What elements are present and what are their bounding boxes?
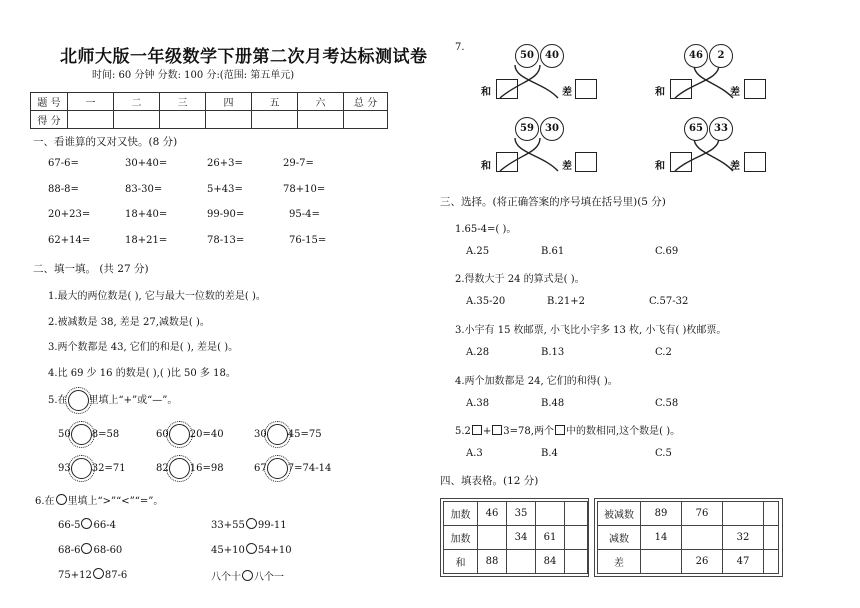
choice-option[interactable]: C.5 xyxy=(655,448,672,459)
choice-question: 1.65-4=( )。 xyxy=(455,224,517,235)
q5-left: 82 xyxy=(156,463,169,474)
table-row xyxy=(598,502,779,526)
flower-blank-icon[interactable] xyxy=(267,458,288,479)
score-entry-cell[interactable] xyxy=(68,111,114,129)
q5c-prefix: 5.2 xyxy=(455,426,471,437)
q6-right: 八个一 xyxy=(254,572,284,583)
q6-right: 87-6 xyxy=(104,570,128,581)
flower-blank-icon[interactable] xyxy=(169,424,190,445)
square-blank-icon xyxy=(555,425,565,435)
q5c-suffix: 中的数相同,这个数是( )。 xyxy=(565,426,681,437)
diff-answer-box[interactable] xyxy=(744,152,766,172)
q5-left: 67 xyxy=(254,463,267,474)
table-cell[interactable]: 88 xyxy=(478,550,507,574)
calc-item: 88-8= xyxy=(48,184,79,195)
table-cell: 减数 xyxy=(598,526,641,550)
page-title: 北师大版一年级数学下册第二次月考达标测试卷 xyxy=(60,47,428,67)
table-cell[interactable] xyxy=(565,502,588,526)
flower-blank-icon[interactable] xyxy=(71,458,92,479)
table-cell[interactable]: 14 xyxy=(641,526,682,550)
table-cell[interactable]: 61 xyxy=(536,526,565,550)
q6-right: 66-4 xyxy=(93,520,116,531)
score-header-cell: 二 xyxy=(114,93,160,111)
table-cell: 差 xyxy=(598,550,641,574)
choice-option[interactable]: A.38 xyxy=(466,398,490,409)
sum-label: 和 xyxy=(655,161,665,172)
circle-blank-icon[interactable] xyxy=(246,518,257,529)
score-entry-cell[interactable] xyxy=(252,111,298,129)
table-cell[interactable]: 26 xyxy=(682,550,723,574)
calc-item: 30+40= xyxy=(125,158,168,169)
section4-heading: 四、填表格。(12 分) xyxy=(440,475,539,487)
q5c-plus: + xyxy=(482,426,492,437)
score-entry-row xyxy=(31,111,388,129)
calc-item: 26+3= xyxy=(207,158,243,169)
calc-item: 99-90= xyxy=(207,209,245,220)
score-entry-cell[interactable] xyxy=(206,111,252,129)
circle-blank-icon[interactable] xyxy=(93,568,104,579)
choice-option[interactable]: C.69 xyxy=(655,246,679,257)
q6-left: 75+12 xyxy=(58,570,92,581)
calc-item: 78-13= xyxy=(207,235,245,246)
q5-right: 8=58 xyxy=(91,429,120,440)
choice-option[interactable]: A.3 xyxy=(466,448,483,459)
q5-item xyxy=(156,424,224,445)
q5-left: 60 xyxy=(156,429,169,440)
table-cell[interactable]: 84 xyxy=(536,550,565,574)
balloon-number: 40 xyxy=(540,44,564,68)
q5-suffix: 里填上“+”或“—”。 xyxy=(88,395,178,406)
table-cell[interactable]: 76 xyxy=(682,502,723,526)
balloon-number: 30 xyxy=(540,117,564,141)
flower-blank-icon[interactable] xyxy=(267,424,288,445)
q5c-mid: 3=78,两个 xyxy=(503,426,554,437)
choice-option[interactable]: A.35-20 xyxy=(466,296,506,307)
score-table xyxy=(30,92,388,129)
q5-left: 50 xyxy=(58,429,71,440)
question-7-label: 7. xyxy=(455,42,465,53)
choice-option[interactable]: A.28 xyxy=(466,347,490,358)
q6-left: 66-5 xyxy=(58,520,81,531)
circle-blank-icon[interactable] xyxy=(246,543,257,554)
q6-left: 33+55 xyxy=(211,520,245,531)
circle-blank-icon[interactable] xyxy=(81,518,92,529)
diff-label: 差 xyxy=(730,161,740,172)
table-cell: 和 xyxy=(444,550,478,574)
table-cell[interactable]: 47 xyxy=(723,550,764,574)
table-row xyxy=(598,526,779,550)
table-row xyxy=(444,526,588,550)
q5-item xyxy=(254,458,331,479)
q5-right: 45=75 xyxy=(287,429,322,440)
q6-left: 八个十 xyxy=(211,572,241,583)
table-row xyxy=(598,550,779,574)
score-header-cell: 四 xyxy=(206,93,252,111)
choice-option[interactable]: B.48 xyxy=(541,398,565,409)
fill-question-6 xyxy=(35,492,163,507)
score-header-cell: 总 分 xyxy=(344,93,388,111)
section2-heading: 二、填一填。 (共 27 分) xyxy=(33,263,149,275)
q5-item xyxy=(156,458,224,479)
section3-heading: 三、选择。(将正确答案的序号填在括号里)(5 分) xyxy=(440,196,666,208)
calc-item: 18+21= xyxy=(125,235,168,246)
q5-right: 20=40 xyxy=(189,429,224,440)
table-cell: 加数 xyxy=(444,502,478,526)
balloon-number: 33 xyxy=(709,117,733,141)
flower-blank-icon[interactable] xyxy=(71,424,92,445)
score-header-cell: 题 号 xyxy=(31,93,68,111)
sum-label: 和 xyxy=(481,161,491,172)
balloon-number: 46 xyxy=(684,44,708,68)
q5-item xyxy=(58,424,119,445)
table-cell[interactable] xyxy=(641,550,682,574)
q6-suffix: 里填上“>”“<”“=”。 xyxy=(67,496,164,507)
q6-prefix: 6.在 xyxy=(35,496,55,507)
table-cell: 被减数 xyxy=(598,502,641,526)
square-blank-icon xyxy=(492,425,502,435)
choice-option[interactable]: A.25 xyxy=(466,246,490,257)
q6-left: 45+10 xyxy=(211,545,245,556)
table-cell: 加数 xyxy=(444,526,478,550)
balloon-number: 50 xyxy=(515,44,539,68)
diff-answer-box[interactable] xyxy=(575,152,597,172)
score-header-cell: 三 xyxy=(160,93,206,111)
calc-item: 67-6= xyxy=(48,158,79,169)
score-header-row xyxy=(31,93,388,111)
table-row xyxy=(444,502,588,526)
diff-label: 差 xyxy=(562,87,572,98)
score-entry-cell[interactable] xyxy=(344,111,388,129)
q6-right: 68-60 xyxy=(93,545,123,556)
score-header-cell: 五 xyxy=(252,93,298,111)
table-row xyxy=(444,550,588,574)
sum-answer-box[interactable] xyxy=(496,79,518,99)
score-entry-cell[interactable] xyxy=(298,111,344,129)
score-entry-cell[interactable] xyxy=(114,111,160,129)
addition-table xyxy=(443,501,588,574)
table-cell[interactable] xyxy=(764,502,779,526)
table-cell[interactable] xyxy=(507,550,536,574)
calc-item: 18+40= xyxy=(125,209,168,220)
table-cell[interactable]: 46 xyxy=(478,502,507,526)
subtraction-table xyxy=(597,501,779,574)
q5-item xyxy=(254,424,322,445)
table-cell[interactable]: 35 xyxy=(507,502,536,526)
diff-answer-box[interactable] xyxy=(575,79,597,99)
page-subtitle: 时间: 60 分钟 分数: 100 分:(范围: 第五单元) xyxy=(92,70,295,81)
q6-right: 54+10 xyxy=(257,545,292,556)
q5-right: 16=98 xyxy=(189,463,224,474)
score-header-cell: 六 xyxy=(298,93,344,111)
choice-question: 3.小宇有 15 枚邮票, 小飞比小宇多 13 枚, 小飞有( )枚邮票。 xyxy=(455,325,727,336)
circle-blank-icon xyxy=(56,494,67,505)
fill-question-5 xyxy=(48,390,177,411)
diff-label: 差 xyxy=(562,161,572,172)
q6-item xyxy=(211,543,292,556)
table-cell[interactable] xyxy=(478,526,507,550)
q6-item xyxy=(211,568,284,583)
score-entry-label: 得 分 xyxy=(31,111,68,129)
table-cell[interactable] xyxy=(764,526,779,550)
diff-answer-box[interactable] xyxy=(744,79,766,99)
table-cell[interactable] xyxy=(565,550,588,574)
q6-item xyxy=(58,568,127,581)
sum-answer-box[interactable] xyxy=(670,152,692,172)
table-cell[interactable] xyxy=(536,502,565,526)
q5-prefix: 5.在 xyxy=(48,395,68,406)
q5-right: 7=74-14 xyxy=(287,463,332,474)
q5-left: 30 xyxy=(254,429,267,440)
sum-label: 和 xyxy=(481,87,491,98)
q6-right: 99-11 xyxy=(257,520,287,531)
calc-item: 95-4= xyxy=(289,209,320,220)
fill-question-1: 1.最大的两位数是( ), 它与最大一位数的差是( )。 xyxy=(48,291,266,302)
fill-question-3: 3.两个数都是 43, 它们的和是( ), 差是( )。 xyxy=(48,342,239,353)
choice-option[interactable]: B.21+2 xyxy=(547,296,585,307)
fill-question-4: 4.比 69 少 16 的数是( ),( )比 50 多 18。 xyxy=(48,368,236,379)
fill-question-2: 2.被减数是 38, 差是 27,减数是( )。 xyxy=(48,317,210,328)
calc-item: 5+43= xyxy=(207,184,243,195)
calc-item: 78+10= xyxy=(283,184,326,195)
choice-question: 4.两个加数都是 24, 它们的和得( )。 xyxy=(455,376,618,387)
table-cell[interactable]: 89 xyxy=(641,502,682,526)
circle-blank-icon[interactable] xyxy=(242,570,253,581)
calc-item: 76-15= xyxy=(289,235,327,246)
choice-option[interactable]: B.4 xyxy=(541,448,558,459)
balloon-number: 59 xyxy=(515,117,539,141)
flower-blank-icon[interactable] xyxy=(169,458,190,479)
table-cell[interactable] xyxy=(723,502,764,526)
diff-label: 差 xyxy=(730,87,740,98)
table-cell[interactable]: 32 xyxy=(723,526,764,550)
table-cell[interactable] xyxy=(764,550,779,574)
q6-item xyxy=(211,518,287,531)
score-header-cell: 一 xyxy=(68,93,114,111)
sum-label: 和 xyxy=(655,87,665,98)
balloon-number: 2 xyxy=(709,44,733,68)
q6-left: 68-6 xyxy=(58,545,81,556)
choice-question: 2.得数大于 24 的算式是( )。 xyxy=(455,274,585,285)
sum-answer-box[interactable] xyxy=(670,79,692,99)
table-cell[interactable]: 34 xyxy=(507,526,536,550)
q6-item xyxy=(58,518,116,531)
choice-option[interactable]: C.57-32 xyxy=(649,296,689,307)
q6-item xyxy=(58,543,122,556)
section1-heading: 一、看谁算的又对又快。(8 分) xyxy=(33,136,178,148)
q5-item xyxy=(58,458,126,479)
choice-option[interactable]: B.13 xyxy=(541,347,565,358)
square-blank-icon xyxy=(472,425,482,435)
balloon-number: 65 xyxy=(684,117,708,141)
circle-blank-icon[interactable] xyxy=(81,543,92,554)
table-cell[interactable] xyxy=(565,526,588,550)
choice-question xyxy=(455,422,680,437)
calc-item: 20+23= xyxy=(48,209,91,220)
choice-option[interactable]: C.2 xyxy=(655,347,672,358)
calc-item: 62+14= xyxy=(48,235,91,246)
calc-item: 29-7= xyxy=(283,158,314,169)
q5-left: 93 xyxy=(58,463,71,474)
calc-item: 83-30= xyxy=(125,184,163,195)
choice-option[interactable]: B.61 xyxy=(541,246,565,257)
table-cell[interactable] xyxy=(682,526,723,550)
flower-blank-icon xyxy=(68,390,89,411)
score-entry-cell[interactable] xyxy=(160,111,206,129)
choice-option[interactable]: C.58 xyxy=(655,398,679,409)
q5-right: 32=71 xyxy=(91,463,126,474)
sum-answer-box[interactable] xyxy=(496,152,518,172)
